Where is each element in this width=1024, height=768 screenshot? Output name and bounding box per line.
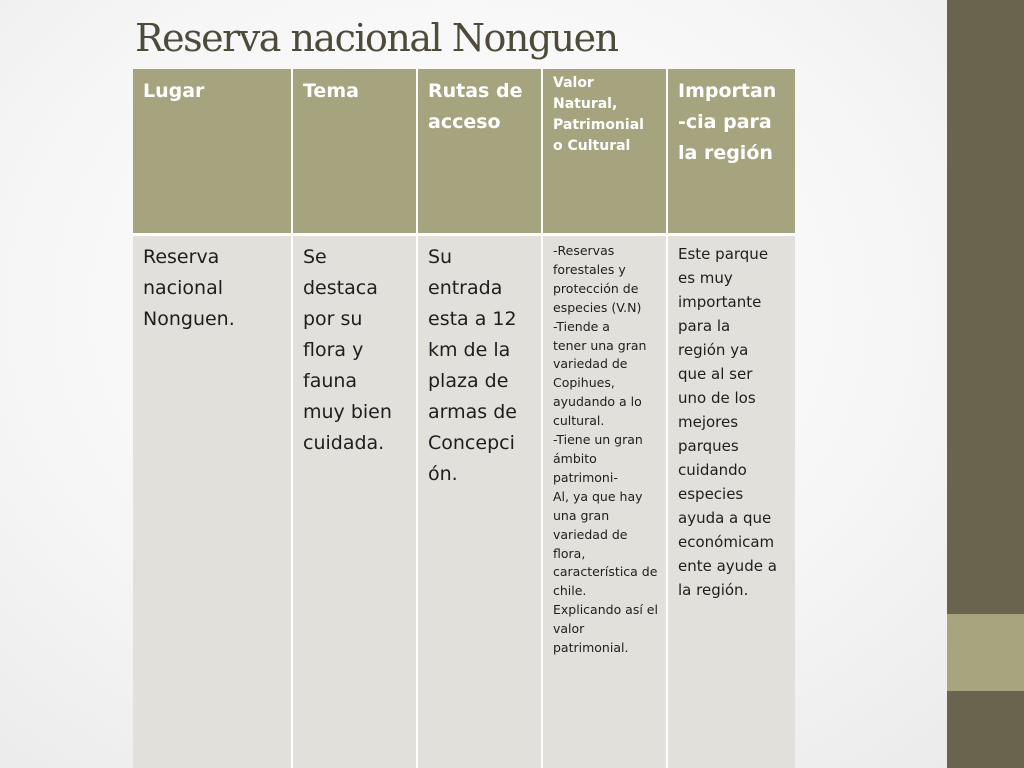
cell-text: -Reservas forestales y protección de especies (V.N) -Tiende a tener una gran variedad de Copihues, ayudando a lo cultural. -Tiene un gran ámbito patrimoni- Al, ya que hay una gran variedad de flora, característica de chile. Explicando así el valor patrimonial. — [553, 243, 658, 656]
header-label: Lugar — [143, 80, 205, 102]
sidebar-accent-block — [947, 614, 1024, 691]
body-cell-tema — [293, 236, 418, 768]
header-label: Importan -cia para la región — [678, 80, 777, 164]
body-cell-rutas — [418, 236, 543, 768]
header-cell-valor — [543, 69, 668, 236]
cell-text: Este parque es muy importante para la región ya que al ser uno de los mejores parques cuidando especies ayuda a que económicam ente ayude a la región. — [678, 245, 777, 599]
header-cell-importancia — [668, 69, 795, 236]
body-cell-valor — [543, 236, 668, 768]
cell-text: Se destaca por su flora y fauna muy bien cuidada. — [303, 246, 392, 454]
body-cell-importancia — [668, 236, 795, 768]
header-cell-lugar — [133, 69, 293, 236]
header-cell-tema — [293, 69, 418, 236]
cell-text: Su entrada esta a 12 km de la plaza de armas de Concepci ón. — [428, 246, 517, 485]
info-table — [133, 69, 795, 768]
header-cell-rutas — [418, 69, 543, 236]
header-label: Tema — [303, 80, 359, 102]
cell-text: Reserva nacional Nonguen. — [143, 246, 235, 330]
header-label: Rutas de acceso — [428, 80, 523, 133]
slide-title: Reserva nacional Nonguen — [135, 16, 618, 60]
body-cell-lugar — [133, 236, 293, 768]
header-label: Valor Natural, Patrimonial o Cultural — [553, 75, 644, 154]
